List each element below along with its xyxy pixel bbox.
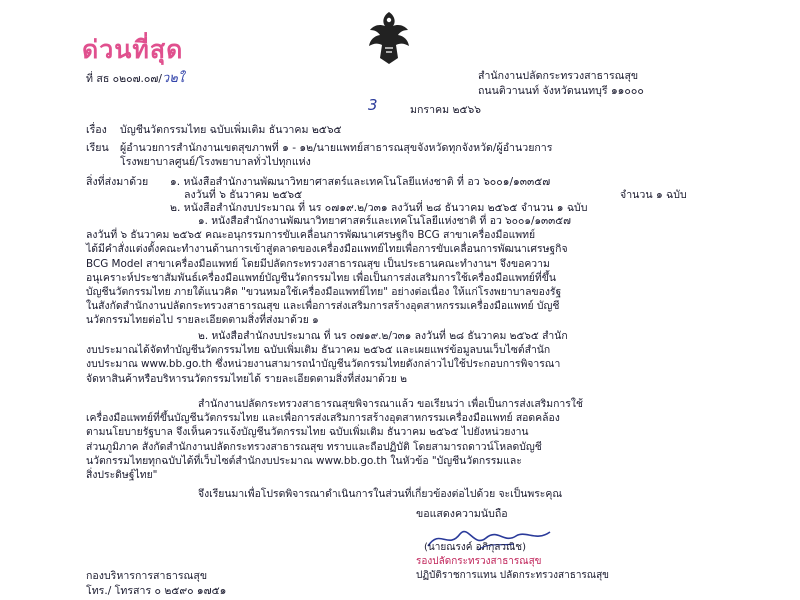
paragraph-line: ลงวันที่ ๖ ธันวาคม ๒๕๖๕ คณะอนุกรรมการขับเคลื่อนการพัฒนาเศรษฐกิจ BCG สาขาเครื่องมือแพทย์ — [86, 229, 536, 242]
enclosure-item-2: ๒. หนังสือสำนักงบประมาณ ที่ นร ๐๗๑๙.๒/ว๓๑ ลงวันที่ ๒๘ ธันวาคม ๒๕๖๕ จำนวน ๑ ฉบับ — [170, 202, 588, 214]
paragraph-line: เครื่องมือแพทย์ที่ขึ้นบัญชีนวัตกรรมไทย และเพื่อการส่งเสริมการสร้างอุตสาหกรรมเครื่องมือแพทย์ สอดคล้อง — [86, 412, 560, 425]
document-number-handwritten: ว๒ใ — [161, 71, 185, 86]
paragraph-line: สิ่งประดิษฐ์ไทย" — [86, 469, 158, 482]
signer-name: (นายณรงค์ อภิกุลวณิช) — [424, 542, 526, 553]
document-number — [86, 72, 184, 86]
enclosure-item-1-line-2: ลงวันที่ ๖ ธันวาคม ๒๕๖๕ — [184, 189, 303, 201]
to-line-2: โรงพยาบาลศูนย์/โรงพยาบาลทั่วไปทุกแห่ง — [120, 156, 311, 168]
body-paragraph-1 — [86, 214, 571, 328]
enclosure-item-1-line-1: ๑. หนังสือสำนักงานพัฒนาวิทยาศาสตร์และเทคโนโลยีแห่งชาติ ที่ อว ๖๐๐๑/๑๓๓๕๗ — [170, 176, 551, 188]
body-paragraph-2 — [86, 329, 568, 386]
signer-block — [416, 541, 609, 583]
body-paragraph-4: จึงเรียนมาเพื่อโปรดพิจารณาดำเนินการในส่วนที่เกี่ยวข้องต่อไปด้วย จะเป็นพระคุณ — [198, 488, 562, 500]
paragraph-line: งบประมาณ www.bb.go.th ซึ่งหน่วยงานสามารถนำบัญชีนวัตกรรมไทยดังกล่าวไปใช้ประกอบการพิจารณา — [86, 358, 561, 371]
closing-salutation: ขอแสดงความนับถือ — [416, 508, 508, 520]
garuda-emblem-icon — [358, 6, 420, 68]
paragraph-line: บัญชีนวัตกรรมไทย ภายใต้แนวคิด "ขวนหมอใช้เครื่องมือแพทย์ไทย" อย่างต่อเนื่อง ให้แก่โรงพยาบาลของรัฐ — [86, 286, 562, 299]
date-rest: มกราคม ๒๕๖๖ — [410, 104, 481, 116]
paragraph-line: งบประมาณได้จัดทำบัญชีนวัตกรรมไทย ฉบับเพิ่มเติม ธันวาคม ๒๕๖๕ และเผยแพร่ข้อมูลบนเว็บไซต์สำนัก — [86, 344, 551, 357]
footer-department: กองบริหารการสาธารณสุข — [86, 570, 208, 582]
signer-title-2: ปฏิบัติราชการแทน ปลัดกระทรวงสาธารณสุข — [416, 570, 610, 581]
paragraph-line: อนุเคราะห์ประชาสัมพันธ์เครื่องมือแพทย์บัญชีนวัตกรรมไทย เพื่อเป็นการส่งเสริมการใช้เครื่องมือแพทย์ที่ขึ้น — [86, 271, 556, 284]
paragraph-line: ส่วนภูมิภาค สังกัดสำนักงานปลัดกระทรวงสาธารณสุข ทราบและถือปฏิบัติ โดยสามารถดาวน์โหลดบัญชี — [86, 440, 542, 453]
subject-text: บัญชีนวัตกรรมไทย ฉบับเพิ่มเติม ธันวาคม ๒๕๖๕ — [120, 124, 342, 136]
paragraph-line: BCG Model สาขาเครื่องมือแพทย์ โดยมีปลัดกระทรวงสาธารณสุข เป็นประธานคณะทำงานฯ จึงขอความ — [86, 257, 550, 270]
enclosure-item-1-quantity: จำนวน ๑ ฉบับ — [620, 189, 687, 201]
signer-title-1: รองปลัดกระทรวงสาธารณสุข — [416, 556, 542, 567]
urgency-stamp: ด่วนที่สุด — [82, 35, 184, 64]
paragraph-line: จัดหาสินค้าหรือบริหารนวัตกรรมไทยได้ รายละเอียดตามสิ่งที่ส่งมาด้วย ๒ — [86, 372, 407, 385]
paragraph-line: ๑. หนังสือสำนักงานพัฒนาวิทยาศาสตร์และเทคโนโลยีแห่งชาติ ที่ อว ๖๐๐๑/๑๓๓๕๗ — [198, 215, 571, 227]
paragraph-line: นวัตกรรมไทยต่อไป รายละเอียดตามสิ่งที่ส่งมาด้วย ๑ — [86, 314, 319, 327]
paragraph-line: นวัตกรรมไทยทุกฉบับได้ที่เว็บไซต์สำนักงบประมาณ www.bb.go.th ในหัวข้อ "บัญชีนวัตกรรมและ — [86, 454, 522, 467]
paragraph-line: ได้มีคำสั่งแต่งตั้งคณะทำงานด้านการเข้าสู่ตลาดของเครื่องมือแพทย์ไทยเพื่อการขับเคลื่อนการพัฒนาเศรษฐกิจ — [86, 243, 568, 256]
paragraph-line: ตามนโยบายรัฐบาล จึงเห็นควรแจ้งบัญชีนวัตกรรมไทย ฉบับเพิ่มเติม ธันวาคม ๒๕๖๕ ไปยังหน่วยงาน — [86, 426, 529, 439]
to-label: เรียน — [86, 142, 109, 154]
body-paragraph-3 — [86, 397, 583, 482]
to-line-1: ผู้อำนวยการสำนักงานเขตสุขภาพที่ ๑ - ๑๒/นายแพทย์สาธารณสุขจังหวัดทุกจังหวัด/ผู้อำนวยการ — [120, 142, 553, 154]
subject-label: เรื่อง — [86, 124, 107, 136]
document-number-prefix: ที่ สธ ๐๒๐๗.๐๗/ — [86, 73, 162, 85]
issuer-line-1: สำนักงานปลัดกระทรวงสาธารณสุข — [478, 70, 639, 82]
paragraph-line: ในสังกัดสำนักงานปลัดกระทรวงสาธารณสุข และเพื่อการส่งเสริมการสร้างอุตสาหกรรมเครื่องมือแพทย์ บัญชี — [86, 300, 560, 313]
date-day-handwritten: 3 — [368, 96, 378, 114]
enclosures-label: สิ่งที่ส่งมาด้วย — [86, 176, 149, 188]
paragraph-line: ๒. หนังสือสำนักงบประมาณ ที่ นร ๐๗๑๙.๒/ว๓๑ ลงวันที่ ๒๘ ธันวาคม ๒๕๖๕ สำนัก — [198, 330, 568, 342]
footer-phone: โทร./ โทรสาร ๐ ๒๕๙๐ ๑๗๕๑ — [86, 585, 227, 597]
issuer-line-2: ถนนติวานนท์ จังหวัดนนทบุรี ๑๑๐๐๐ — [478, 85, 644, 97]
paragraph-line: สำนักงานปลัดกระทรวงสาธารณสุขพิจารณาแล้ว ขอเรียนว่า เพื่อเป็นการส่งเสริมการใช้ — [198, 398, 583, 410]
